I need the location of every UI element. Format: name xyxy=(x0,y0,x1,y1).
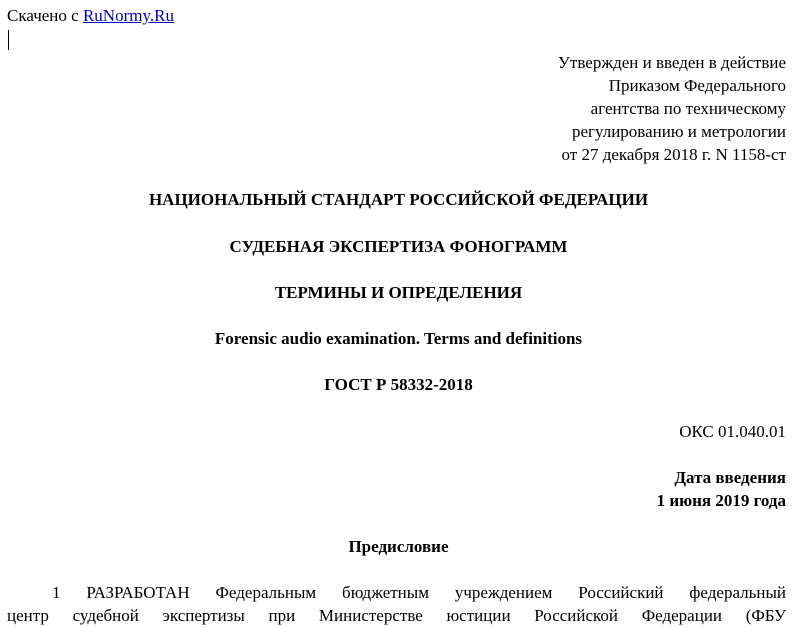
source-link[interactable]: RuNormy.Ru xyxy=(82,6,174,25)
preface-paragraph-line: центр судебной экспертизы при Министерстве юстиции Российской Федерации (ФБУ xyxy=(7,606,786,625)
approval-line: агентства по техническому xyxy=(590,99,786,118)
approval-line: Утвержден и введен в действие xyxy=(557,53,786,72)
standard-type-heading: НАЦИОНАЛЬНЫЙ СТАНДАРТ РОССИЙСКОЙ ФЕДЕРАЦИИ xyxy=(148,190,649,209)
download-source-prefix: Скачено с xyxy=(7,6,83,25)
preface-heading: Предисловие xyxy=(348,537,449,556)
download-source-line xyxy=(7,6,174,26)
approval-line: регулированию и метрологии xyxy=(571,122,786,141)
approval-line: Приказом Федерального xyxy=(608,76,786,95)
standard-code: ГОСТ Р 58332-2018 xyxy=(324,375,473,394)
intro-date-label: Дата введения xyxy=(674,468,786,487)
preface-paragraph-line: 1 РАЗРАБОТАН Федеральным бюджетным учреждением Российский федеральный xyxy=(52,583,786,602)
standard-name-heading: СУДЕБНАЯ ЭКСПЕРТИЗА ФОНОГРАММ xyxy=(229,237,568,256)
oks-code: ОКС 01.040.01 xyxy=(679,422,786,441)
approval-line: от 27 декабря 2018 г. N 1158-ст xyxy=(561,145,786,164)
standard-subtitle-heading: ТЕРМИНЫ И ОПРЕДЕЛЕНИЯ xyxy=(274,283,523,302)
text-cursor xyxy=(8,30,9,50)
english-title: Forensic audio examination. Terms and definitions xyxy=(214,329,583,348)
intro-date-value: 1 июня 2019 года xyxy=(656,491,786,510)
